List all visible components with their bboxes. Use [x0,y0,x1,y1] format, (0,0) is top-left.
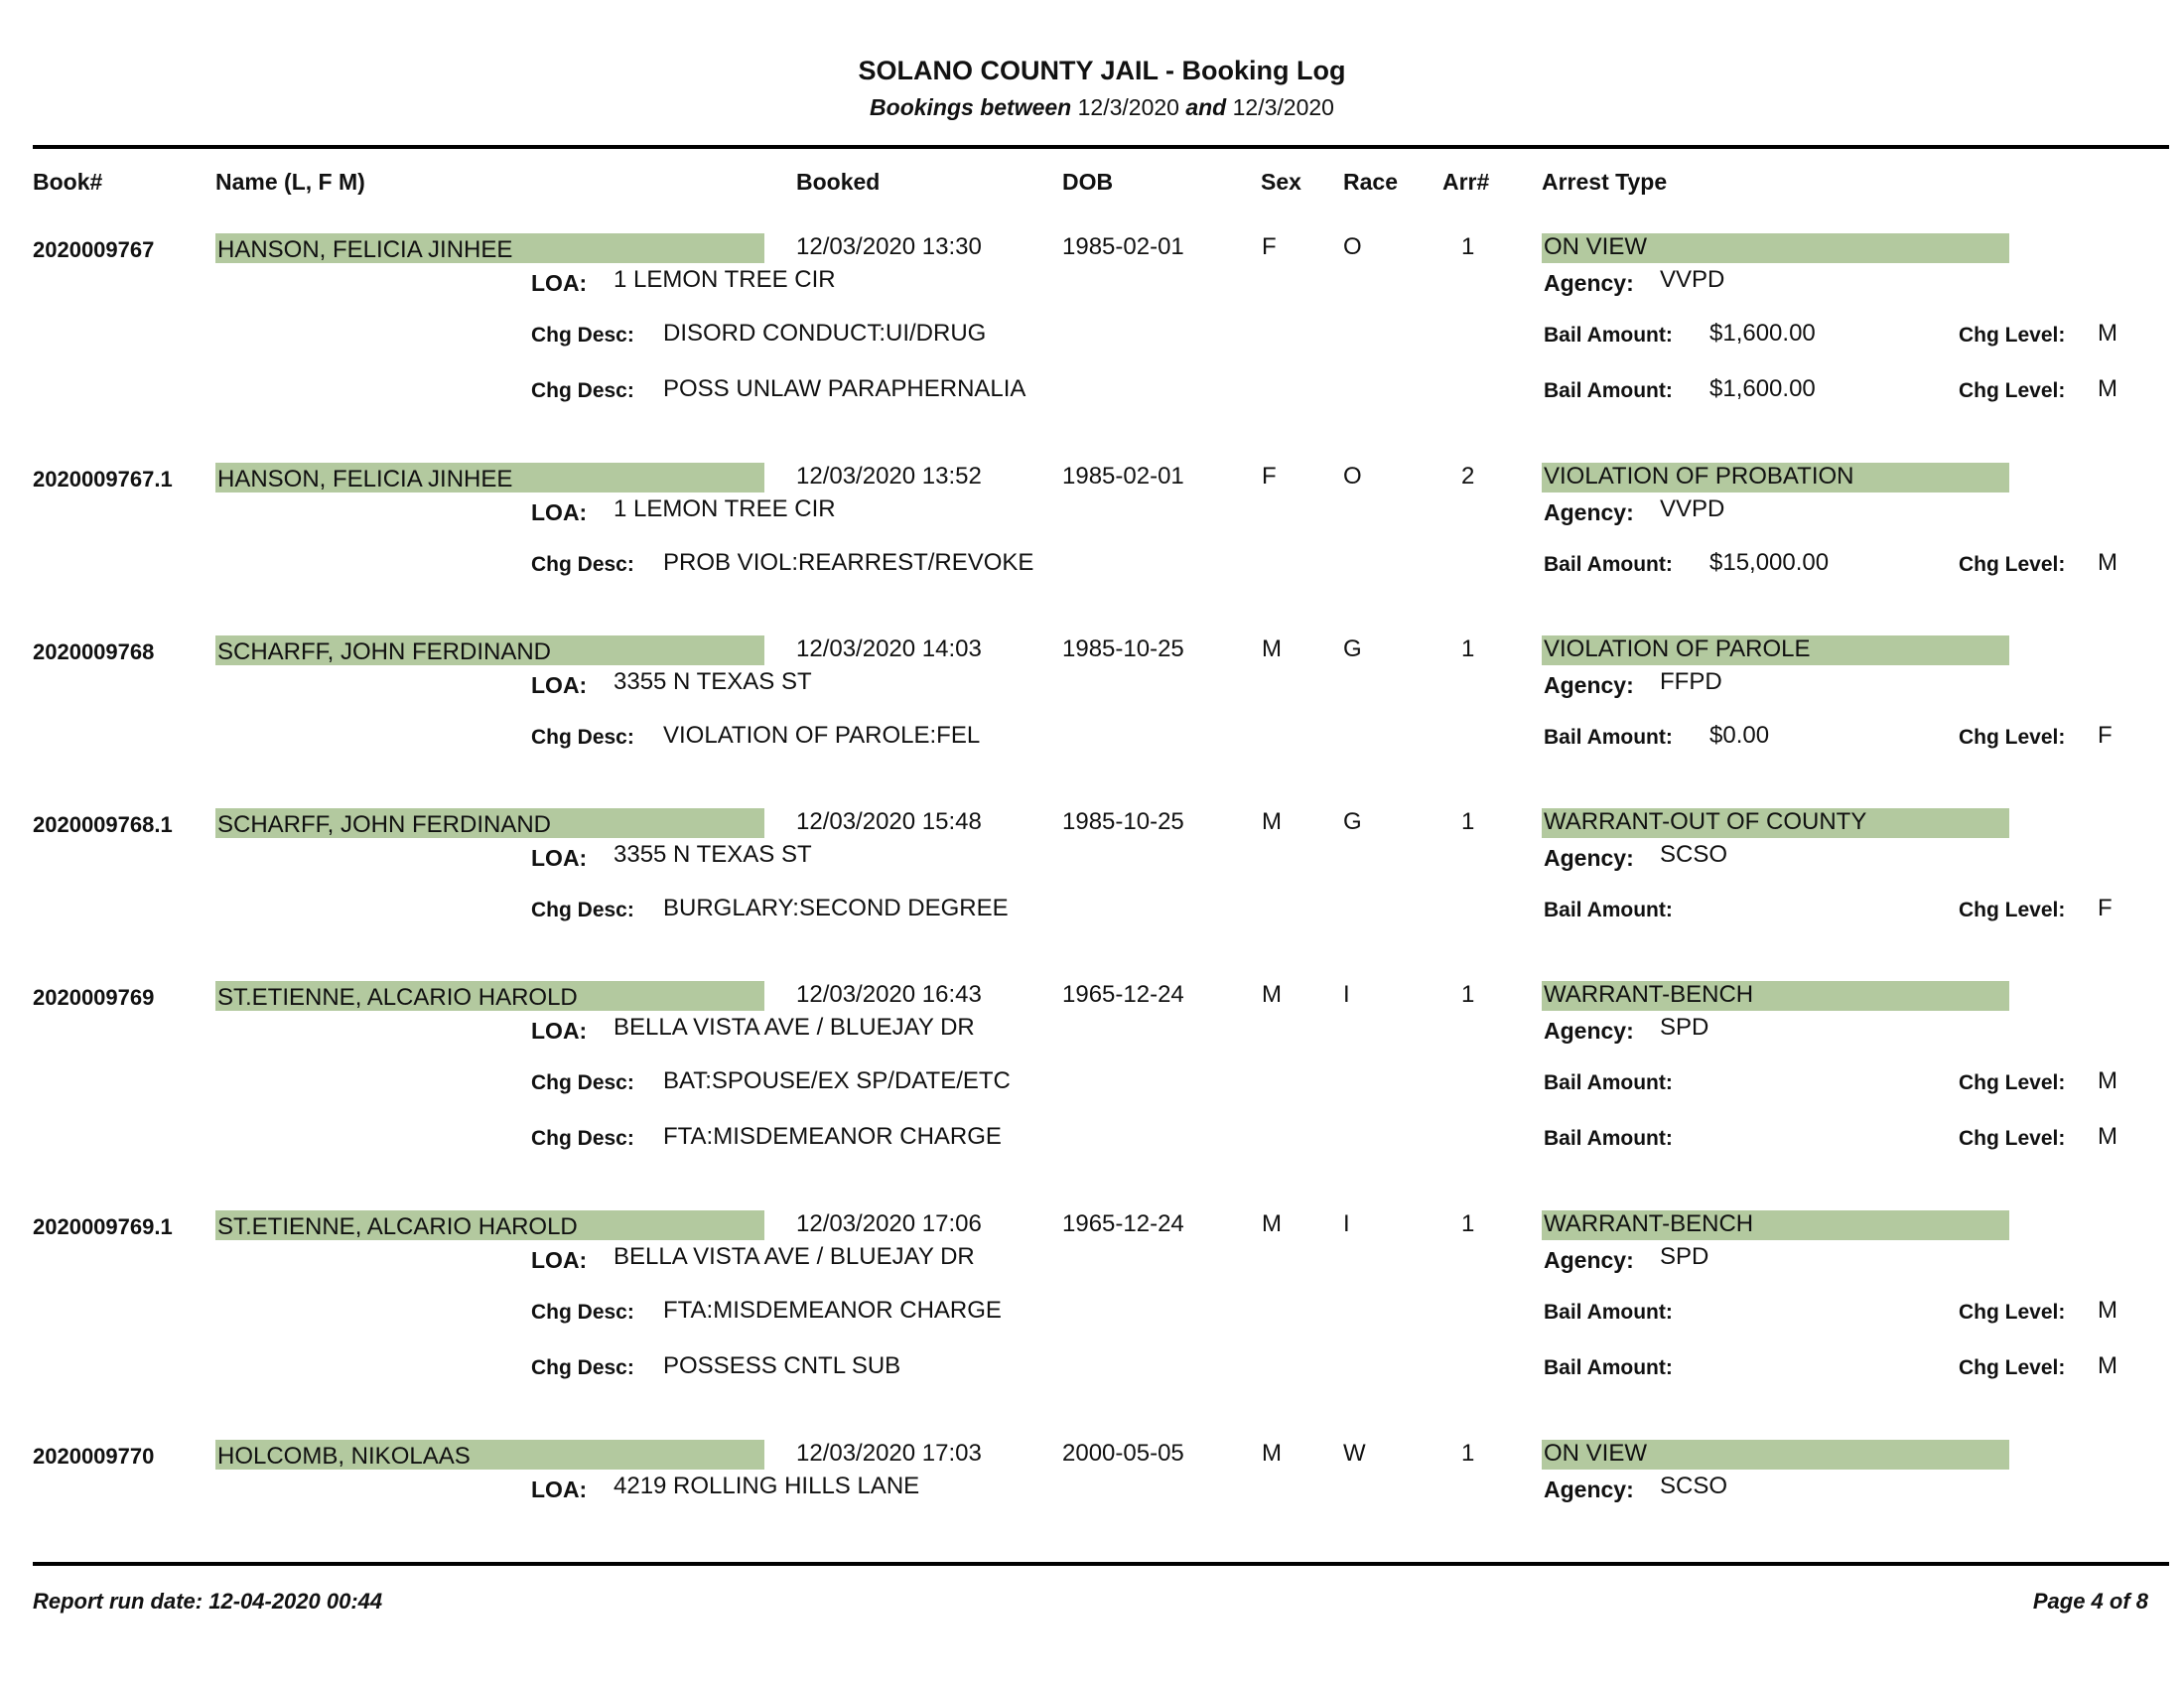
arrest-type: ON VIEW [1544,1440,1648,1467]
date-to: 12/3/2020 [1232,94,1334,120]
arrest-type: VIOLATION OF PROBATION [1544,463,1854,490]
arrest-number: 2 [1461,463,1475,490]
charge-desc-label: Chg Desc: [531,324,634,347]
date-of-birth: 1965-12-24 [1062,981,1184,1008]
booking-number: 2020009770 [33,1444,155,1469]
bail-amount: $1,600.00 [1709,375,1816,402]
arrest-type: WARRANT-BENCH [1544,981,1754,1008]
charge-description: BAT:SPOUSE/EX SP/DATE/ETC [663,1067,1011,1094]
loa-label: LOA: [531,270,588,296]
agency-label: Agency: [1544,1477,1634,1502]
arresting-agency: VVPD [1660,495,1725,522]
booking-number: 2020009769.1 [33,1214,173,1239]
date-from: 12/3/2020 [1077,94,1179,120]
charge-level: F [2098,722,2113,749]
column-header-book: Book# [33,169,103,195]
agency-label: Agency: [1544,270,1634,296]
bail-amount-label: Bail Amount: [1544,1301,1673,1324]
loa-label: LOA: [531,1018,588,1044]
column-header-booked: Booked [796,169,881,195]
bail-amount: $1,600.00 [1709,320,1816,347]
charge-level: M [2098,549,2117,576]
charge-description: PROB VIOL:REARREST/REVOKE [663,549,1034,576]
column-header-dob: DOB [1062,169,1114,195]
bail-amount-label: Bail Amount: [1544,1356,1673,1379]
race: O [1343,463,1362,490]
loa-label: LOA: [531,845,588,871]
race: I [1343,981,1350,1008]
agency-label: Agency: [1544,845,1634,871]
agency-label: Agency: [1544,1247,1634,1273]
charge-level: M [2098,1123,2117,1150]
date-of-birth: 1985-02-01 [1062,233,1184,260]
charge-desc-label: Chg Desc: [531,1356,634,1379]
race: O [1343,233,1362,260]
charge-desc-label: Chg Desc: [531,553,634,576]
loa-label: LOA: [531,1477,588,1502]
sex: M [1262,808,1282,835]
arrest-number: 1 [1461,1440,1475,1467]
arrest-type: WARRANT-OUT OF COUNTY [1544,808,1867,835]
charge-level: F [2098,895,2113,921]
arrest-type: ON VIEW [1544,233,1648,260]
booked-datetime: 12/03/2020 17:03 [796,1440,982,1467]
bail-amount-label: Bail Amount: [1544,899,1673,921]
charge-level-label: Chg Level: [1959,379,2066,402]
bail-amount-label: Bail Amount: [1544,553,1673,576]
charge-description: FTA:MISDEMEANOR CHARGE [663,1123,1002,1150]
sex: M [1262,1210,1282,1237]
inmate-name: ST.ETIENNE, ALCARIO HAROLD [217,984,578,1011]
date-of-birth: 1985-10-25 [1062,635,1184,662]
booking-number: 2020009767 [33,237,155,262]
charge-level-label: Chg Level: [1959,1301,2066,1324]
column-header-arr: Arr# [1442,169,1490,195]
column-header-arrest-type: Arrest Type [1542,169,1668,195]
charge-desc-label: Chg Desc: [531,1071,634,1094]
arrest-number: 1 [1461,808,1475,835]
footer-rule [33,1562,2169,1566]
charge-level: M [2098,1297,2117,1324]
booking-number: 2020009769 [33,985,155,1010]
sex: M [1262,981,1282,1008]
charge-desc-label: Chg Desc: [531,1301,634,1324]
location-of-arrest: BELLA VISTA AVE / BLUEJAY DR [614,1014,975,1041]
column-header-name: Name (L, F M) [215,169,365,195]
column-header-sex: Sex [1261,169,1301,195]
charge-level-label: Chg Level: [1959,324,2066,347]
arrest-number: 1 [1461,635,1475,662]
bail-amount-label: Bail Amount: [1544,1071,1673,1094]
booking-number: 2020009767.1 [33,467,173,492]
subtitle-prefix: Bookings between [870,94,1072,120]
bail-amount-label: Bail Amount: [1544,379,1673,402]
sex: M [1262,1440,1282,1467]
inmate-name: ST.ETIENNE, ALCARIO HAROLD [217,1213,578,1240]
booked-datetime: 12/03/2020 13:52 [796,463,982,490]
charge-level-label: Chg Level: [1959,1356,2066,1379]
agency-label: Agency: [1544,499,1634,525]
date-of-birth: 1985-10-25 [1062,808,1184,835]
booked-datetime: 12/03/2020 14:03 [796,635,982,662]
charge-level: M [2098,320,2117,347]
charge-level-label: Chg Level: [1959,1127,2066,1150]
charge-level-label: Chg Level: [1959,726,2066,749]
sex: F [1262,463,1277,490]
inmate-name: HANSON, FELICIA JINHEE [217,466,513,492]
booking-number: 2020009768.1 [33,812,173,837]
booked-datetime: 12/03/2020 15:48 [796,808,982,835]
inmate-name: HOLCOMB, NIKOLAAS [217,1443,471,1470]
booking-number: 2020009768 [33,639,155,664]
arresting-agency: FFPD [1660,668,1722,695]
agency-label: Agency: [1544,1018,1634,1044]
charge-level: M [2098,375,2117,402]
location-of-arrest: 4219 ROLLING HILLS LANE [614,1473,920,1499]
report-subtitle [0,94,2184,121]
charge-level-label: Chg Level: [1959,899,2066,921]
date-of-birth: 1965-12-24 [1062,1210,1184,1237]
subtitle-and: and [1185,94,1227,120]
location-of-arrest: 3355 N TEXAS ST [614,841,812,868]
inmate-name: SCHARFF, JOHN FERDINAND [217,638,552,665]
bail-amount-label: Bail Amount: [1544,1127,1673,1150]
bail-amount-label: Bail Amount: [1544,726,1673,749]
location-of-arrest: 1 LEMON TREE CIR [614,495,836,522]
charge-description: VIOLATION OF PAROLE:FEL [663,722,981,749]
date-of-birth: 1985-02-01 [1062,463,1184,490]
report-title: SOLANO COUNTY JAIL - Booking Log [858,56,1346,85]
page-number: Page 4 of 8 [2032,1589,2148,1614]
charge-level: M [2098,1067,2117,1094]
race: W [1343,1440,1366,1467]
arresting-agency: VVPD [1660,266,1725,293]
loa-label: LOA: [531,672,588,698]
charge-desc-label: Chg Desc: [531,726,634,749]
charge-description: DISORD CONDUCT:UI/DRUG [663,320,987,347]
charge-description: BURGLARY:SECOND DEGREE [663,895,1009,921]
charge-level: M [2098,1352,2117,1379]
charge-desc-label: Chg Desc: [531,1127,634,1150]
charge-desc-label: Chg Desc: [531,899,634,921]
arrest-type: VIOLATION OF PAROLE [1544,635,1811,662]
arrest-number: 1 [1461,233,1475,260]
race: G [1343,635,1362,662]
charge-description: POSS UNLAW PARAPHERNALIA [663,375,1026,402]
agency-label: Agency: [1544,672,1634,698]
header-top-rule [33,145,2169,149]
loa-label: LOA: [531,499,588,525]
sex: F [1262,233,1277,260]
arresting-agency: SPD [1660,1243,1709,1270]
race: I [1343,1210,1350,1237]
date-of-birth: 2000-05-05 [1062,1440,1184,1467]
location-of-arrest: 1 LEMON TREE CIR [614,266,836,293]
booked-datetime: 12/03/2020 17:06 [796,1210,982,1237]
report-run-date: Report run date: 12-04-2020 00:44 [33,1589,383,1614]
column-header-race: Race [1343,169,1398,195]
arrest-number: 1 [1461,1210,1475,1237]
booked-datetime: 12/03/2020 13:30 [796,233,982,260]
charge-description: POSSESS CNTL SUB [663,1352,901,1379]
bail-amount-label: Bail Amount: [1544,324,1673,347]
charge-desc-label: Chg Desc: [531,379,634,402]
inmate-name: HANSON, FELICIA JINHEE [217,236,513,263]
booked-datetime: 12/03/2020 16:43 [796,981,982,1008]
arresting-agency: SCSO [1660,1473,1728,1499]
bail-amount: $15,000.00 [1709,549,1830,576]
loa-label: LOA: [531,1247,588,1273]
race: G [1343,808,1362,835]
arresting-agency: SPD [1660,1014,1709,1041]
inmate-name: SCHARFF, JOHN FERDINAND [217,811,552,838]
arrest-type: WARRANT-BENCH [1544,1210,1754,1237]
charge-description: FTA:MISDEMEANOR CHARGE [663,1297,1002,1324]
location-of-arrest: BELLA VISTA AVE / BLUEJAY DR [614,1243,975,1270]
bail-amount: $0.00 [1709,722,1770,749]
arresting-agency: SCSO [1660,841,1728,868]
sex: M [1262,635,1282,662]
charge-level-label: Chg Level: [1959,1071,2066,1094]
charge-level-label: Chg Level: [1959,553,2066,576]
location-of-arrest: 3355 N TEXAS ST [614,668,812,695]
arrest-number: 1 [1461,981,1475,1008]
